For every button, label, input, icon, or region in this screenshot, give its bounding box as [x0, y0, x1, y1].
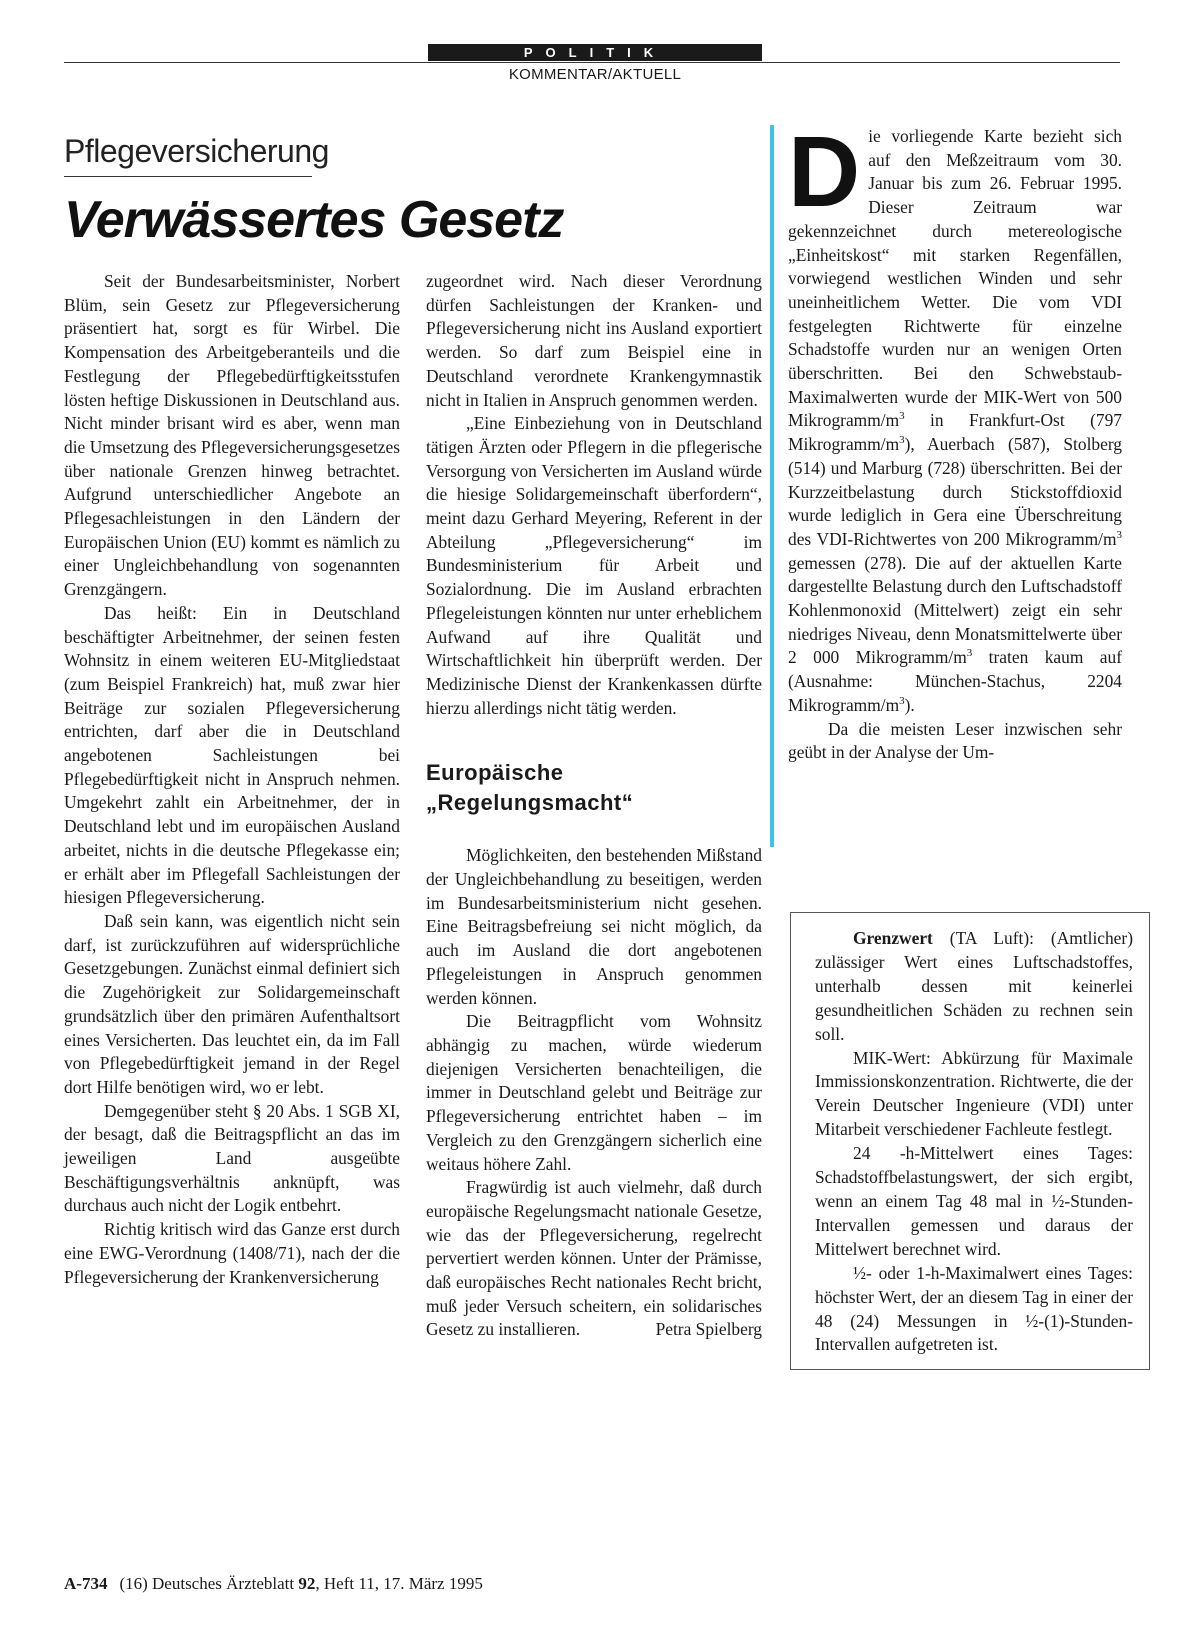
text: in Frankfurt-Ost (797 Mikrogramm/m [788, 410, 1122, 455]
superscript: 3 [899, 410, 905, 423]
paragraph: Daß sein kann, was eigentlich nicht sein darf, ist zurückzuführen auf widersprüchliche Gesetzgebungen. Zunächst einmal definiert sich die Zugehörigkeit zur Solidargemeinschaft grundsätzlich über den primären Aufenthaltsort eines Versicherten. Das leuchtet ein, da im Fall von Pflegebedürftigkeit jemand in der Regel dort Hilfe benötigen wird, wo er lebt. [64, 910, 400, 1097]
text: ie vorliegende Karte bezieht sich auf den Meßzeitraum vom 30. Januar bis zum 26. Februar 1995. Dieser Zeitraum war gekennzeichnet durch metereologische „Einheitskost“ mit starken Regenfällen, vorwiegend westlichen Winden und sehr uneinheitlichem Wetter. Die vom VDI festgelegten Richtwerte für einzelne Schadstoffe wurden nur an wenigen Orten überschritten. Bei den Schwebstaub-Maximalwerten wurde der MIK-Wert von 500 Mikrogramm/m [788, 126, 1122, 431]
paragraph [426, 1176, 762, 1342]
issue-info: , Heft 11, 17. März 1995 [315, 1574, 483, 1593]
paragraph [788, 116, 1122, 718]
glossary-entry: 24 -h-Mittelwert eines Tages: Schadstoffbelastungswert, der sich ergibt, wenn an einem Tag 48 mal in ½-Stunden-Intervallen gemessen und daraus der Mittelwert berechnet wird. [815, 1143, 1133, 1259]
paragraph: Das heißt: Ein in Deutschland beschäftigter Arbeitnehmer, der seinen festen Wohnsitz in einem weiteren EU-Mitgliedstaat (zum Beispiel Frankreich) hat, muß zwar hier Beiträge zur sozialen Pflegeversicherung entrichten, darf aber die in Deutschland angebotenen Sachleistungen bei Pflegebedürftigkeit nicht in Anspruch nehmen. Umgekehrt zahlt ein Arbeitnehmer, der in Deutschland lebt und im europäischen Ausland arbeitet, nichts in die deutsche Pflegekasse ein; er erhält aber im Pflegefall Sachleistungen der hiesigen Pflegeversicherung. [64, 602, 400, 908]
glossary-definition: (TA Luft): (Amtlicher) zulässiger Wert eines Luftschadstoffes, unterhalb dessen mit keinerlei gesundheitlichen Schäden zu rechnen sein soll. [815, 928, 1133, 1044]
section-rubric: POLITIK [428, 44, 762, 61]
paragraph: Da die meisten Leser inzwischen sehr geübt in der Analyse der Um- [788, 718, 1122, 763]
section-subrubric: KOMMENTAR/AKTUELL [508, 66, 682, 83]
paragraph-text: Fragwürdig ist auch vielmehr, daß durch europäische Regelungsmacht nationale Gesetze, wie das der Pflegeversicherung, regelrecht pervertiert werden können. Unter der Prämisse, daß europäisches Recht nationales Recht bricht, muß jeder Versuch scheitern, ein solidarisches Gesetz zu installieren. [426, 1177, 762, 1340]
paragraph: „Eine Einbeziehung von in Deutschland tätigen Ärzten oder Pflegern in die pflegerische Versorgung von Versicherten im Ausland würde die hiesige Solidargemeinschaft überfordern“, meint dazu Gerhard Meyering, Referent in der Abteilung „Pflegeversicherung“ im Bundesministerium für Arbeit und Sozialordnung. Die im Ausland erbrachten Pflegeleistungen könnten nur unter erheblichem Aufwand auf ihre Qualität und Wirtschaftlichkeit hin überprüft werden. Der Medizinische Dienst der Krankenkassen dürfte hierzu allerdings nicht tätig werden. [426, 413, 762, 718]
subheading-line: Europäische [426, 760, 564, 786]
superscript: 3 [1116, 529, 1122, 542]
article-kicker: Pflegeversicherung [64, 133, 329, 169]
author-signature: Petra Spielberg [655, 1319, 762, 1340]
text: ), Auerbach (587), Stolberg (514) und Marburg (728) überschritten. Bei der Kurzzeitbelastung durch Stickstoffdioxid wurde lediglich in Gera eine Überschreitung des VDI-Richtwertes von 200 Mikrogramm/m [788, 434, 1122, 549]
glossary-box [790, 912, 1150, 1370]
paragraph: Seit der Bundesarbeitsminister, Norbert Blüm, sein Gesetz zur Pflegeversicherung präsentiert hat, sorgt es für Wirbel. Die Kompensation des Arbeitgeberanteils und die Festlegung der Pflegebedürftigkeitsstufen lösten heftige Diskussionen in Deutschland aus. Nicht minder brisant wird es aber, wenn man die Umsetzung des Pflegeversicherungsgesetzes über nationale Grenzen hinweg betrachtet. Aufgrund unterschiedlicher Angebote an Pflegesachleistungen in den Ländern der Europäischen Union (EU) kommt es nämlich zu einer Ungleichbehandlung von sogenannten Grenzgängern. [64, 271, 400, 600]
accent-bar [770, 125, 774, 847]
article-column-2 [426, 270, 762, 1342]
superscript: 3 [966, 647, 973, 660]
paragraph: zugeordnet wird. Nach dieser Verordnung dürfen Sachleistungen der Kranken- und Pflegeversicherung nicht ins Ausland exportiert werden. So darf zum Beispiel eine in Deutschland verordnete Krankengymnastik nicht in Italien in Anspruch genommen werden. [426, 271, 762, 410]
page-footer [64, 1574, 483, 1594]
article-title: Verwässertes Gesetz [64, 191, 564, 249]
page-number: A-734 [64, 1574, 108, 1593]
text: traten kaum auf (Ausnahme: München-Stachus, 2204 Mikrogramm/m [788, 647, 1122, 715]
paragraph: Die Beitragpflicht vom Wohnsitz abhängig zu machen, würde wiederum diejenigen Versicherten benachteiligen, die immer in Deutschland gelebt und Beiträge zur Pflegeversicherung entrichtet haben – im Vergleich zu den Grenzgängern sicherlich eine weitaus höhere Zahl. [426, 1011, 762, 1174]
glossary-entry: MIK-Wert: Abkürzung für Maximale Immissionskonzentration. Richtwerte, die der Verein Deutscher Ingenieure (VDI) unter Mitarbeit verschiedener Fachleute festlegt. [815, 1047, 1133, 1140]
header-rule [64, 62, 1120, 63]
superscript: 3 [899, 434, 905, 447]
paragraph: Richtig kritisch wird das Ganze erst durch eine EWG-Verordnung (1408/71), nach der die Pflegeversicherung der Krankenversicherung [64, 1219, 400, 1287]
glossary-term: Grenzwert [853, 928, 933, 948]
text: gemessen (278). Die auf der aktuellen Karte dargestellte Belastung durch den Luftschadstoff Kohlenmonoxid (Mittelwert) zeigt ein sehr niedriges Niveau, denn Monatsmittelwerte über 2 000 Mikrogramm/m [788, 552, 1122, 668]
article-column-3 [788, 116, 1122, 765]
subheading-line: „Regelungsmacht“ [426, 790, 634, 816]
volume-number: 92 [298, 1574, 316, 1593]
glossary-entry: ½- oder 1-h-Maximalwert eines Tages: höchster Wert, der an diesem Tag in einer der 48 (24) Messungen in ½-(1)-Stunden-Intervallen aufgetreten ist. [815, 1262, 1133, 1355]
kicker-underline [64, 176, 312, 177]
drop-cap: D [788, 116, 861, 228]
paragraph: Möglichkeiten, den bestehenden Mißstand der Ungleichbehandlung zu beseitigen, werden im Bundesarbeitsministerium nicht gesehen. Eine Beitragsbefreiung sei nicht möglich, da auch im Ausland die dort angebotenen Pflegeleistungen in Anspruch genommen werden können. [426, 845, 762, 1008]
journal-folio: (16) Deutsches Ärzteblatt [119, 1574, 295, 1593]
article-column-1 [64, 270, 400, 1289]
text: ). [904, 694, 915, 715]
paragraph: Demgegenüber steht § 20 Abs. 1 SGB XI, der besagt, daß die Beitragspflicht an das im jeweiligen Land ausgeübte Beschäftigungsverhältnis anknüpft, was durchaus auch nicht der Logik entbehrt. [64, 1100, 400, 1216]
subheading [426, 758, 762, 818]
superscript: 3 [899, 695, 905, 708]
glossary-entry [815, 927, 1133, 1047]
